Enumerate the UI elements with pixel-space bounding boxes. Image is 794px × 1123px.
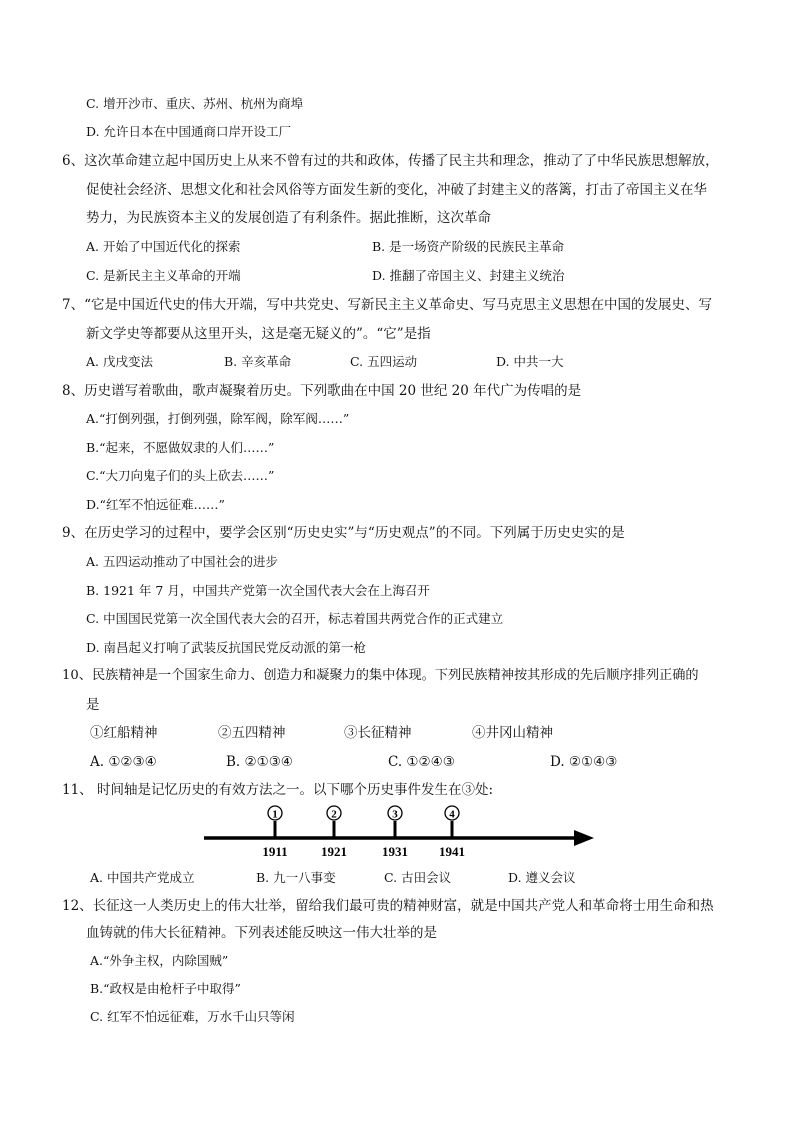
- timeline-point-3: [382, 806, 408, 859]
- timeline-year: 1931: [382, 844, 408, 859]
- q7-option-a: A. 戊戌变法: [86, 354, 153, 369]
- timeline-marker-digit: 1: [272, 808, 278, 821]
- q7-option-b: B. 辛亥革命: [224, 354, 292, 369]
- q6-stem-line1: 6、这次革命建立起中国历史上从来不曾有过的共和政体，传播了民主共和理念，推动了了中华民族思想解放，: [62, 153, 719, 169]
- q9-stem-line1: 9、在历史学习的过程中，要学会区别“历史史实”与“历史观点”的不同。下列属于历史史实的是: [62, 525, 625, 541]
- q11-option-a: A. 中国共产党成立: [90, 870, 195, 885]
- q10-option-b: B. ②①③④: [226, 754, 293, 770]
- timeline-marker-digit: 4: [449, 808, 455, 821]
- q10-item-2: ②五四精神: [218, 725, 286, 741]
- q6-option-b: B. 是一场资产阶级的民族民主革命: [372, 239, 565, 254]
- q6-option-a: A. 开始了中国近代化的探索: [86, 239, 241, 254]
- q8-option-a: A.“打倒列强，打倒列强，除军阀，除军阀……”: [86, 411, 350, 426]
- q11-option-c: C. 古田会议: [384, 870, 452, 885]
- q7-option-c: C. 五四运动: [350, 354, 418, 369]
- q11-option-d: D. 遵义会议: [508, 870, 576, 885]
- q10-stem-line1: 10、民族精神是一个国家生命力、创造力和凝聚力的集中体现。下列民族精神按其形成的先后顺序排列正确的: [62, 668, 699, 683]
- q7-stem-line2: 新文学史等都要从这里开头，这是毫无疑义的”。“它”是指: [86, 326, 431, 342]
- q8-stem-line1: 8、历史谱写着歌曲，歌声凝聚着历史。下列歌曲在中国 20 世纪 20 年代广为传唱的是: [62, 383, 582, 399]
- q11-stem-line1: 11、 时间轴是记忆历史的有效方法之一。以下哪个历史事件发生在③处:: [62, 782, 494, 798]
- q6-stem-line3: 势力，为民族资本主义的发展创造了有利条件。据此推断，这次革命: [86, 210, 491, 226]
- q6-option-c: C. 是新民主主义革命的开端: [86, 268, 241, 283]
- q10-option-a: A. ①②③④: [90, 754, 157, 770]
- q10-item-3: ③长征精神: [344, 725, 412, 741]
- q10-stem-line2: 是: [86, 697, 100, 713]
- timeline-marker-digit: 2: [331, 808, 337, 821]
- q9-option-b: B. 1921 年 7 月，中国共产党第一次全国代表大会在上海召开: [86, 583, 430, 598]
- q7-option-d: D. 中共一大: [496, 354, 564, 369]
- q12-stem-line1: 12、长征这一人类历史上的伟大壮举，留给我们最可贵的精神财富，就是中国共产党人和革命将士用生命和热: [62, 898, 714, 914]
- timeline-marker-digit: 3: [392, 808, 398, 821]
- q6-option-d: D. 推翻了帝国主义、封建主义统治: [372, 268, 565, 283]
- q10-option-c: C. ①②④③: [388, 754, 455, 770]
- timeline-year: 1911: [262, 844, 288, 859]
- q12-option-c: C. 红军不怕远征难，万水千山只等闲: [90, 1009, 295, 1024]
- q10-item-4: ④井冈山精神: [472, 725, 553, 741]
- q9-option-c: C. 中国国民党第一次全国代表大会的召开，标志着国共两党合作的正式建立: [86, 611, 504, 626]
- q8-option-b: B.“起来，不愿做奴隶的人们……”: [86, 440, 275, 455]
- q6-stem-line2: 促使社会经济、思想文化和社会风俗等方面发生新的变化，冲破了封建主义的落篱，打击了帝国主义在华: [86, 182, 707, 198]
- q7-stem-line1: 7、“它是中国近代史的伟大开端，写中共党史、写新民主主义革命史、写马克思主义思想在中国的发展史、写: [62, 297, 712, 313]
- timeline-year: 1941: [439, 844, 465, 859]
- timeline-point-2: [321, 806, 347, 859]
- timeline-point-4: [439, 806, 465, 859]
- q12-option-b: B.“政权是由枪杆子中取得”: [90, 981, 241, 996]
- timeline-point-1: [262, 806, 287, 859]
- timeline-arrow-head: [574, 830, 594, 846]
- q12-option-a: A.“外争主权，内除国贼”: [90, 953, 229, 968]
- q11-option-b: B. 九一八事变: [256, 870, 336, 885]
- q8-option-c: C.“大刀向鬼子们的头上砍去……”: [86, 468, 275, 483]
- q9-option-d: D. 南昌起义打响了武装反抗国民党反动派的第一枪: [86, 640, 367, 655]
- q11-timeline: [0, 800, 794, 870]
- q10-option-d: D. ②①④③: [550, 754, 618, 770]
- q5-option-d: D. 允许日本在中国通商口岸开设工厂: [86, 124, 292, 139]
- q8-option-d: D.“红军不怕远征难……”: [86, 497, 225, 512]
- q10-item-1: ①红船精神: [90, 725, 158, 741]
- timeline-year: 1921: [321, 844, 347, 859]
- q9-option-a: A. 五四运动推动了中国社会的进步: [86, 554, 278, 569]
- q5-option-c: C. 增开沙市、重庆、苏州、杭州为商埠: [86, 96, 304, 111]
- q12-stem-line2: 血铸就的伟大长征精神。下列表述能反映这一伟大壮举的是: [86, 925, 437, 941]
